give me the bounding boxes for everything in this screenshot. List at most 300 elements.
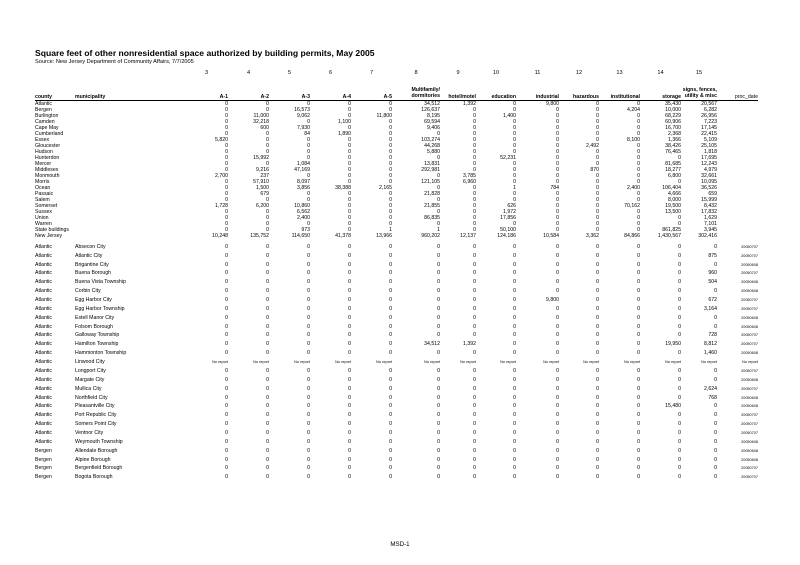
value-cell: 0 bbox=[307, 350, 310, 357]
value-cell: 0 bbox=[596, 112, 599, 119]
value-cell: 0 bbox=[556, 261, 559, 268]
value-cell: 0 bbox=[637, 447, 640, 454]
value-cell: 34,512 bbox=[392, 100, 440, 107]
value-cell: 0 bbox=[473, 202, 476, 209]
value-cell: 0 bbox=[225, 421, 228, 428]
value-cell: 0 bbox=[437, 196, 440, 203]
value-cell: 0 bbox=[266, 421, 269, 428]
value-cell: 0 bbox=[513, 438, 516, 445]
value-cell: 0 bbox=[348, 288, 351, 295]
column-number-row bbox=[35, 68, 758, 78]
value-cell: 0 bbox=[473, 106, 476, 113]
value-cell: 0 bbox=[556, 447, 559, 454]
county-name: Union bbox=[35, 214, 49, 221]
value-cell: 0 bbox=[513, 166, 516, 173]
county-name: Atlantic bbox=[35, 438, 53, 445]
header-col: hazardous bbox=[573, 93, 599, 100]
value-cell: 0 bbox=[225, 214, 228, 221]
value-cell: 0 bbox=[473, 394, 476, 401]
value-cell: 0 bbox=[513, 288, 516, 295]
county-name: Atlantic bbox=[35, 403, 53, 410]
municipality-row bbox=[35, 305, 758, 314]
value-cell: 626 bbox=[507, 202, 516, 209]
value-cell: 0 bbox=[348, 202, 351, 209]
value-cell: 0 bbox=[348, 172, 351, 179]
value-cell: 0 bbox=[596, 438, 599, 445]
county-name: Atlantic bbox=[35, 359, 53, 366]
value-cell: 0 bbox=[678, 350, 681, 357]
value-cell: 0 bbox=[266, 243, 269, 250]
municipality-name: Corbin City bbox=[75, 288, 101, 295]
value-cell: 1,460 bbox=[704, 350, 717, 357]
value-cell: 0 bbox=[307, 438, 310, 445]
value-cell: 126,637 bbox=[421, 106, 440, 113]
county-name: State buildings bbox=[35, 226, 70, 233]
value-cell: 9,216 bbox=[256, 166, 269, 173]
value-cell: 0 bbox=[225, 196, 228, 203]
value-cell: 0 bbox=[556, 106, 559, 113]
header-col: education bbox=[491, 93, 516, 100]
value-cell: 0 bbox=[348, 385, 351, 392]
value-cell: 0 bbox=[437, 220, 440, 227]
value-cell: 0 bbox=[637, 376, 640, 383]
value-cell: 504 bbox=[708, 279, 717, 286]
value-cell: 0 bbox=[556, 172, 559, 179]
value-cell: 0 bbox=[351, 100, 392, 107]
value-cell: 0 bbox=[389, 252, 392, 259]
value-cell: 0 bbox=[389, 412, 392, 419]
municipality-row bbox=[35, 252, 758, 261]
value-cell: 0 bbox=[678, 314, 681, 321]
value-cell: 0 bbox=[556, 166, 559, 173]
value-cell: 0 bbox=[225, 438, 228, 445]
value-cell: 0 bbox=[473, 279, 476, 286]
value-cell: 0 bbox=[437, 456, 440, 463]
value-cell: 0 bbox=[596, 190, 599, 197]
county-name: Atlantic bbox=[35, 376, 53, 383]
value-cell: 0 bbox=[348, 429, 351, 436]
county-name: Somerset bbox=[35, 202, 58, 209]
value-cell: 0 bbox=[714, 288, 717, 295]
value-cell: 0 bbox=[437, 403, 440, 410]
value-cell: 0 bbox=[307, 323, 310, 330]
value-cell: 1,084 bbox=[297, 160, 310, 167]
value-cell: 0 bbox=[637, 196, 640, 203]
value-cell: 0 bbox=[513, 261, 516, 268]
value-cell: 7,223 bbox=[704, 118, 717, 125]
value-cell: 0 bbox=[437, 429, 440, 436]
county-name: Hudson bbox=[35, 148, 53, 155]
county-name: Morris bbox=[35, 178, 50, 185]
value-cell: 0 bbox=[513, 190, 516, 197]
value-cell: 0 bbox=[473, 376, 476, 383]
value-cell: 0 bbox=[266, 214, 269, 221]
value-cell: 0 bbox=[437, 172, 440, 179]
county-name: Middlesex bbox=[35, 166, 59, 173]
value-cell: 0 bbox=[225, 350, 228, 357]
spacer-cell bbox=[717, 68, 758, 78]
proc-date: 20050608 bbox=[741, 439, 758, 444]
header-col: A-3 bbox=[301, 93, 310, 100]
municipality-row bbox=[35, 429, 758, 438]
value-cell: 8,100 bbox=[627, 136, 640, 143]
municipality-row bbox=[35, 376, 758, 385]
value-cell: 0 bbox=[348, 261, 351, 268]
value-cell: 20,567 bbox=[681, 100, 717, 107]
value-cell: 0 bbox=[637, 243, 640, 250]
value-cell: 0 bbox=[473, 220, 476, 227]
value-cell: 0 bbox=[678, 394, 681, 401]
value-cell: 84,866 bbox=[624, 232, 640, 239]
value-cell: 0 bbox=[596, 288, 599, 295]
value-cell: 728 bbox=[708, 332, 717, 339]
value-cell: 8,000 bbox=[668, 196, 681, 203]
value-cell: 0 bbox=[513, 305, 516, 312]
value-cell: 0 bbox=[596, 305, 599, 312]
value-cell: 0 bbox=[348, 226, 351, 233]
column-number: 3 bbox=[204, 70, 209, 76]
county-name: Salem bbox=[35, 196, 50, 203]
municipality-row bbox=[35, 473, 758, 482]
header-county: county bbox=[35, 93, 53, 100]
proc-date: 20050608 bbox=[741, 280, 758, 285]
municipality-row bbox=[35, 349, 758, 358]
value-cell: 0 bbox=[437, 184, 440, 191]
value-cell: 0 bbox=[513, 297, 516, 304]
value-cell: 0 bbox=[437, 270, 440, 277]
municipality-row bbox=[35, 411, 758, 420]
value-cell: 0 bbox=[473, 130, 476, 137]
value-cell: 1,366 bbox=[668, 136, 681, 143]
county-name: Atlantic bbox=[35, 429, 53, 436]
value-cell: 32,661 bbox=[701, 172, 717, 179]
header-col: signs, fences, utility & misc bbox=[682, 86, 717, 99]
value-cell: 0 bbox=[307, 136, 310, 143]
header-col: A-2 bbox=[260, 93, 269, 100]
value-cell: 0 bbox=[437, 208, 440, 215]
value-cell: 0 bbox=[348, 270, 351, 277]
column-number: 11 bbox=[534, 70, 541, 76]
value-cell: 0 bbox=[714, 421, 717, 428]
municipality-row bbox=[35, 420, 758, 429]
value-cell: 0 bbox=[266, 261, 269, 268]
value-cell: 960,202 bbox=[421, 232, 440, 239]
county-name: Atlantic bbox=[35, 261, 53, 268]
county-name: Atlantic bbox=[35, 367, 53, 374]
value-cell: 0 bbox=[389, 166, 392, 173]
value-cell: 0 bbox=[513, 196, 516, 203]
value-cell: 0 bbox=[556, 124, 559, 131]
proc-date: 20050707 bbox=[741, 244, 758, 249]
municipality-name: Egg Harbor Township bbox=[75, 305, 125, 312]
value-cell: 0 bbox=[556, 341, 559, 348]
value-cell: 0 bbox=[556, 136, 559, 143]
value-cell: 8,432 bbox=[704, 202, 717, 209]
value-cell: 0 bbox=[225, 297, 228, 304]
proc-date: 20050608 bbox=[741, 457, 758, 462]
value-cell: 0 bbox=[596, 297, 599, 304]
value-cell: 1 bbox=[389, 226, 392, 233]
value-cell: 0 bbox=[637, 421, 640, 428]
county-name: Atlantic bbox=[35, 270, 53, 277]
county-name: Monmouth bbox=[35, 172, 60, 179]
value-cell: 0 bbox=[596, 130, 599, 137]
value-cell: 21,828 bbox=[424, 190, 440, 197]
value-cell: 60,906 bbox=[665, 118, 681, 125]
value-cell: 0 bbox=[513, 332, 516, 339]
value-cell: 35,430 bbox=[640, 100, 681, 107]
county-name: Burlington bbox=[35, 112, 59, 119]
value-cell: 121,105 bbox=[421, 178, 440, 185]
value-cell: 0 bbox=[714, 429, 717, 436]
proc-date: 20050608 bbox=[741, 324, 758, 329]
spacer-cell bbox=[35, 68, 75, 78]
value-cell: 0 bbox=[678, 252, 681, 259]
value-cell: 0 bbox=[225, 288, 228, 295]
value-cell: 0 bbox=[389, 270, 392, 277]
value-cell: 870 bbox=[590, 166, 599, 173]
value-cell: 0 bbox=[637, 220, 640, 227]
value-cell: 6,960 bbox=[463, 178, 476, 185]
municipality-row bbox=[35, 447, 758, 456]
value-cell: 0 bbox=[678, 323, 681, 330]
value-cell: 3,362 bbox=[586, 232, 599, 239]
value-cell: 0 bbox=[596, 350, 599, 357]
value-cell: 0 bbox=[473, 456, 476, 463]
value-cell: 0 bbox=[473, 288, 476, 295]
value-cell: 0 bbox=[348, 341, 351, 348]
value-cell: 0 bbox=[596, 184, 599, 191]
value-cell: 0 bbox=[596, 429, 599, 436]
value-cell: 0 bbox=[596, 148, 599, 155]
value-cell: 1,728 bbox=[215, 202, 228, 209]
municipality-row bbox=[35, 243, 758, 252]
value-cell: 0 bbox=[389, 208, 392, 215]
value-cell: 0 bbox=[266, 429, 269, 436]
value-cell: 0 bbox=[714, 261, 717, 268]
value-cell: 0 bbox=[678, 279, 681, 286]
municipality-name: Buena Vista Township bbox=[75, 279, 126, 286]
value-cell: 6,562 bbox=[297, 208, 310, 215]
value-cell: 9,062 bbox=[297, 112, 310, 119]
value-cell: 0 bbox=[389, 341, 392, 348]
value-cell: 8,812 bbox=[704, 341, 717, 348]
municipality-row bbox=[35, 269, 758, 278]
value-cell: 0 bbox=[637, 438, 640, 445]
value-cell: 0 bbox=[596, 270, 599, 277]
value-cell: 32,218 bbox=[253, 118, 269, 125]
value-cell: No report bbox=[543, 360, 559, 365]
value-cell: 0 bbox=[556, 196, 559, 203]
municipality-name: Brigantine City bbox=[75, 261, 109, 268]
value-cell: 672 bbox=[708, 297, 717, 304]
value-cell: 0 bbox=[637, 429, 640, 436]
value-cell: 0 bbox=[556, 118, 559, 125]
value-cell: 0 bbox=[637, 261, 640, 268]
value-cell: 47,169 bbox=[294, 166, 310, 173]
municipality-name: Estell Manor City bbox=[75, 314, 115, 321]
value-cell: 0 bbox=[389, 261, 392, 268]
value-cell: 3,785 bbox=[463, 172, 476, 179]
value-cell: 0 bbox=[596, 421, 599, 428]
value-cell: 0 bbox=[513, 118, 516, 125]
value-cell: 0 bbox=[389, 332, 392, 339]
value-cell: 0 bbox=[225, 412, 228, 419]
municipality-row bbox=[35, 278, 758, 287]
value-cell: 1,972 bbox=[503, 208, 516, 215]
value-cell: 0 bbox=[637, 465, 640, 472]
header-col: industrial bbox=[535, 93, 559, 100]
value-cell: 0 bbox=[637, 130, 640, 137]
value-cell: 0 bbox=[307, 190, 310, 197]
value-cell: 0 bbox=[714, 243, 717, 250]
value-cell: 0 bbox=[473, 243, 476, 250]
value-cell: 22,415 bbox=[701, 130, 717, 137]
value-cell: 0 bbox=[225, 118, 228, 125]
value-cell: 0 bbox=[473, 403, 476, 410]
value-cell: 0 bbox=[513, 447, 516, 454]
municipality-row bbox=[35, 323, 758, 332]
value-cell: 0 bbox=[556, 305, 559, 312]
value-cell: 0 bbox=[513, 323, 516, 330]
value-cell: 0 bbox=[513, 465, 516, 472]
value-cell: 13,831 bbox=[424, 160, 440, 167]
county-name: Atlantic bbox=[35, 394, 53, 401]
value-cell: 0 bbox=[266, 226, 269, 233]
value-cell: 0 bbox=[437, 376, 440, 383]
value-cell: 0 bbox=[437, 465, 440, 472]
value-cell: 0 bbox=[513, 385, 516, 392]
value-cell: 2,400 bbox=[627, 184, 640, 191]
value-cell: 0 bbox=[556, 148, 559, 155]
value-cell: 600 bbox=[260, 124, 269, 131]
county-name: Camden bbox=[35, 118, 55, 125]
value-cell: 0 bbox=[513, 474, 516, 481]
value-cell: 1,818 bbox=[704, 148, 717, 155]
county-name: Atlantic bbox=[35, 288, 53, 295]
value-cell: 0 bbox=[637, 412, 640, 419]
county-name: Bergen bbox=[35, 474, 52, 481]
value-cell: 0 bbox=[307, 261, 310, 268]
value-cell: 0 bbox=[348, 403, 351, 410]
value-cell: 0 bbox=[473, 367, 476, 374]
value-cell: 36,526 bbox=[701, 184, 717, 191]
value-cell: 0 bbox=[556, 252, 559, 259]
value-cell: 0 bbox=[389, 136, 392, 143]
value-cell: 0 bbox=[437, 438, 440, 445]
value-cell: 0 bbox=[637, 279, 640, 286]
value-cell: 0 bbox=[513, 252, 516, 259]
value-cell: 0 bbox=[678, 288, 681, 295]
value-cell: 0 bbox=[637, 394, 640, 401]
value-cell: 0 bbox=[348, 196, 351, 203]
value-cell: 0 bbox=[348, 214, 351, 221]
value-cell: 1 bbox=[437, 226, 440, 233]
proc-date: 20050707 bbox=[741, 368, 758, 373]
value-cell: 0 bbox=[556, 270, 559, 277]
value-cell: 0 bbox=[310, 100, 351, 107]
county-name: Hunterdon bbox=[35, 154, 60, 161]
municipality-name: Somers Point City bbox=[75, 421, 117, 428]
header-col: storage bbox=[662, 93, 681, 100]
value-cell: 0 bbox=[556, 142, 559, 149]
municipality-row bbox=[35, 314, 758, 323]
value-cell: No report bbox=[424, 360, 440, 365]
value-cell: 0 bbox=[266, 106, 269, 113]
value-cell: 0 bbox=[437, 412, 440, 419]
value-cell: 0 bbox=[348, 190, 351, 197]
page-footer: MSD-1 bbox=[390, 541, 410, 548]
value-cell: 0 bbox=[637, 252, 640, 259]
value-cell: 0 bbox=[437, 297, 440, 304]
value-cell: 0 bbox=[637, 332, 640, 339]
value-cell: 0 bbox=[637, 270, 640, 277]
value-cell: No report bbox=[701, 360, 717, 365]
value-cell: 0 bbox=[389, 314, 392, 321]
value-cell: 10,248 bbox=[212, 232, 228, 239]
value-cell: 0 bbox=[637, 288, 640, 295]
header-proc-date: proc_date bbox=[734, 93, 758, 100]
value-cell: 0 bbox=[596, 136, 599, 143]
value-cell: 0 bbox=[473, 332, 476, 339]
value-cell: 0 bbox=[225, 474, 228, 481]
value-cell: 0 bbox=[389, 160, 392, 167]
column-number: 8 bbox=[414, 70, 418, 76]
county-name: Mercer bbox=[35, 160, 52, 167]
value-cell: 0 bbox=[556, 376, 559, 383]
value-cell: 6,800 bbox=[668, 172, 681, 179]
value-cell: 1,400 bbox=[503, 112, 516, 119]
value-cell: 0 bbox=[389, 447, 392, 454]
value-cell: 0 bbox=[225, 367, 228, 374]
value-cell: 34,512 bbox=[424, 341, 440, 348]
value-cell: 0 bbox=[389, 403, 392, 410]
value-cell: 8,097 bbox=[297, 178, 310, 185]
county-name: Sussex bbox=[35, 208, 53, 215]
value-cell: 0 bbox=[307, 332, 310, 339]
value-cell: 0 bbox=[307, 474, 310, 481]
value-cell: 0 bbox=[513, 106, 516, 113]
value-cell: 6,200 bbox=[256, 202, 269, 209]
value-cell: 861,825 bbox=[662, 226, 681, 233]
value-cell: 0 bbox=[556, 154, 559, 161]
county-name: Bergen bbox=[35, 447, 52, 454]
value-cell: 0 bbox=[596, 118, 599, 125]
value-cell: 0 bbox=[596, 160, 599, 167]
value-cell: 17,832 bbox=[701, 208, 717, 215]
municipality-name: Longport City bbox=[75, 367, 106, 374]
value-cell: 0 bbox=[714, 403, 717, 410]
value-cell: 0 bbox=[266, 376, 269, 383]
value-cell: 15,999 bbox=[701, 196, 717, 203]
value-cell: 38,426 bbox=[665, 142, 681, 149]
county-name: Bergen bbox=[35, 465, 52, 472]
municipality-name: Galloway Township bbox=[75, 332, 120, 339]
value-cell: 0 bbox=[714, 456, 717, 463]
value-cell: 0 bbox=[473, 297, 476, 304]
county-name: Atlantic bbox=[35, 252, 53, 259]
value-cell: 0 bbox=[596, 261, 599, 268]
value-cell: 0 bbox=[307, 385, 310, 392]
value-cell: 0 bbox=[513, 130, 516, 137]
value-cell: 0 bbox=[596, 172, 599, 179]
value-cell: 0 bbox=[348, 279, 351, 286]
value-cell: 15,480 bbox=[665, 403, 681, 410]
value-cell: 0 bbox=[678, 367, 681, 374]
value-cell: 0 bbox=[473, 166, 476, 173]
value-cell: 0 bbox=[389, 376, 392, 383]
value-cell: No report bbox=[376, 360, 392, 365]
